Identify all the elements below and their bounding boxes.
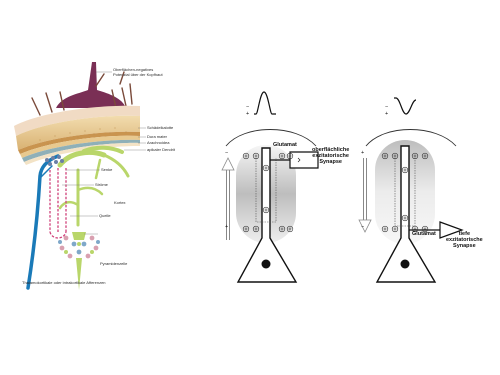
label-deep-synapse-line3: Synapse [453,243,476,249]
superficial-synapse-diagram [222,92,318,282]
apical-dendrites [60,148,128,225]
label-deep-synapse-line1: tiefe [458,231,470,237]
label-afferents: Thalamokortikale oder intrakortikale Afferenzen [22,280,106,285]
sign-minus-side: − [225,150,229,156]
label-apical-dendrite: apikaler Dendrit [147,147,176,152]
label-superficial-synapse-line2: exzitatorische [312,153,349,159]
label-arachnoid: Arachnoidea [147,140,170,145]
label-glutamate: Glutamat [273,142,297,148]
sign-plus-top: + [246,111,250,117]
sign-minus-top: − [246,104,250,110]
label-surface-potential-line2: Potenzial über der Kopfhaut [113,72,163,77]
sign-plus-top-deep: + [385,111,389,117]
label-dura: Dura mater [147,134,168,139]
afferent-fiber [28,156,58,288]
current-down-arrow [359,158,371,232]
label-surface-potential-line1: Oberflächen-negatives [113,67,154,72]
label-deep-synapse-line2: exzitatorische [446,237,483,243]
label-superficial-synapse-line1: oberflächliche [312,147,350,153]
surface-negative-waveform [254,92,276,114]
sign-plus-side-deep: + [361,150,365,156]
label-skull: Schädelkalotte [147,125,174,130]
label-cortex: Kortex [114,200,126,205]
label-surface-potential [113,67,163,77]
deep-synapse-diagram [359,98,462,282]
label-superficial-synapse-line3: Synapse [319,159,342,165]
sign-minus-top-deep: − [385,104,389,110]
label-glutamate-deep: Glutamat [412,231,436,237]
label-superficial-synapse [312,147,349,165]
surface-positive-waveform [394,98,416,114]
label-deep-synapse [446,231,483,249]
label-source: Quelle [99,213,111,218]
label-currents: Ströme [95,182,108,187]
label-sink: Senke [101,167,113,172]
label-pyramidal-cell: Pyramidenzelle [100,261,128,266]
sign-minus-side-deep: − [361,224,365,230]
sign-plus-side: + [225,224,229,230]
